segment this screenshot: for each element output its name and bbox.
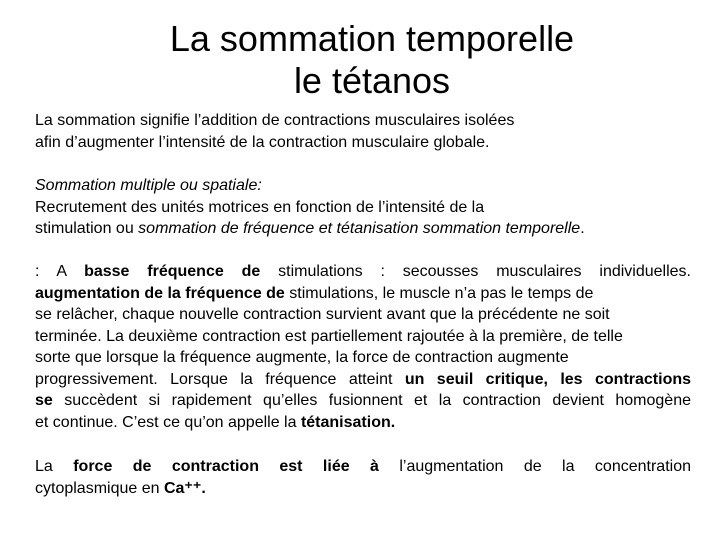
definition-line-2: afin d’augmenter l’intensité de la contraction musculaire globale. bbox=[35, 133, 490, 151]
calcium-line-1 bbox=[35, 456, 691, 478]
spatial-line-2: Recrutement des unités motrices en fonction de l’intensité de la bbox=[35, 198, 485, 216]
tetanus-l7-end: succèdent si rapidement qu’elles fusionnent et la contraction devient homogène bbox=[52, 392, 691, 409]
temporal-summation-term: sommation de fréquence et tétanisation sommation temporelle bbox=[138, 220, 581, 237]
spatial-line-3-end: . bbox=[580, 220, 585, 237]
paragraph-tetanus bbox=[35, 261, 691, 433]
tetanus-l8-start: et continue. C’est ce qu’on appelle la bbox=[35, 413, 301, 431]
paragraph-calcium bbox=[35, 456, 691, 499]
tetanus-l1-start: : A bbox=[35, 263, 85, 280]
calcium-l1-start: La bbox=[35, 458, 74, 475]
title-line-1: La sommation temporelle bbox=[169, 18, 575, 59]
tetanus-l7-bold: se bbox=[35, 392, 53, 409]
contraction-force-term: force de contraction est liée à bbox=[73, 458, 379, 475]
frequency-increase-term: augmentation de la fréquence de bbox=[35, 284, 285, 302]
tetanus-line-8 bbox=[35, 412, 691, 434]
page-title bbox=[0, 18, 720, 102]
tetanus-l6-start: progressivement. Lorsque la fréquence atteint bbox=[35, 370, 405, 388]
spatial-line-3-text: stimulation ou bbox=[35, 220, 139, 237]
title-line-2: le tétanos bbox=[293, 60, 451, 101]
tetanus-line-2 bbox=[35, 283, 691, 305]
tetanus-line-1 bbox=[35, 261, 691, 283]
tetanus-line-4: terminée. La deuxième contraction est partiellement rajoutée à la première, de telle bbox=[35, 327, 623, 345]
tetanization-term: tétanisation. bbox=[300, 413, 396, 431]
paragraph-definition bbox=[35, 110, 691, 153]
spatial-heading: Sommation multiple ou spatiale: bbox=[35, 177, 262, 194]
tetanus-line-5: sorte que lorsque la fréquence augmente, la force de contraction augmente bbox=[35, 349, 569, 366]
calcium-l1-end: l’augmentation de la concentration bbox=[378, 458, 691, 475]
calcium-l2-start: cytoplasmique en bbox=[35, 479, 164, 497]
paragraph-spatial-summation bbox=[35, 175, 691, 240]
tetanus-line-3: se relâcher, chaque nouvelle contraction survient avant que la précédente ne soit bbox=[35, 306, 610, 323]
critical-threshold-term: un seuil critique, les contractions bbox=[404, 370, 692, 388]
low-frequency-term: basse fréquence de bbox=[84, 263, 261, 280]
tetanus-line-7 bbox=[35, 390, 691, 412]
calcium-ion-term: Ca⁺⁺. bbox=[163, 479, 206, 497]
definition-line-1: La sommation signifie l’addition de contractions musculaires isolées bbox=[35, 112, 515, 129]
tetanus-l2-end: stimulations, le muscle n’a pas le temps de bbox=[284, 284, 594, 302]
calcium-line-2 bbox=[35, 478, 691, 500]
tetanus-line-6 bbox=[35, 369, 691, 391]
tetanus-l1-end: stimulations : secousses musculaires individuelles. bbox=[260, 263, 692, 280]
spatial-line-3 bbox=[35, 218, 691, 240]
